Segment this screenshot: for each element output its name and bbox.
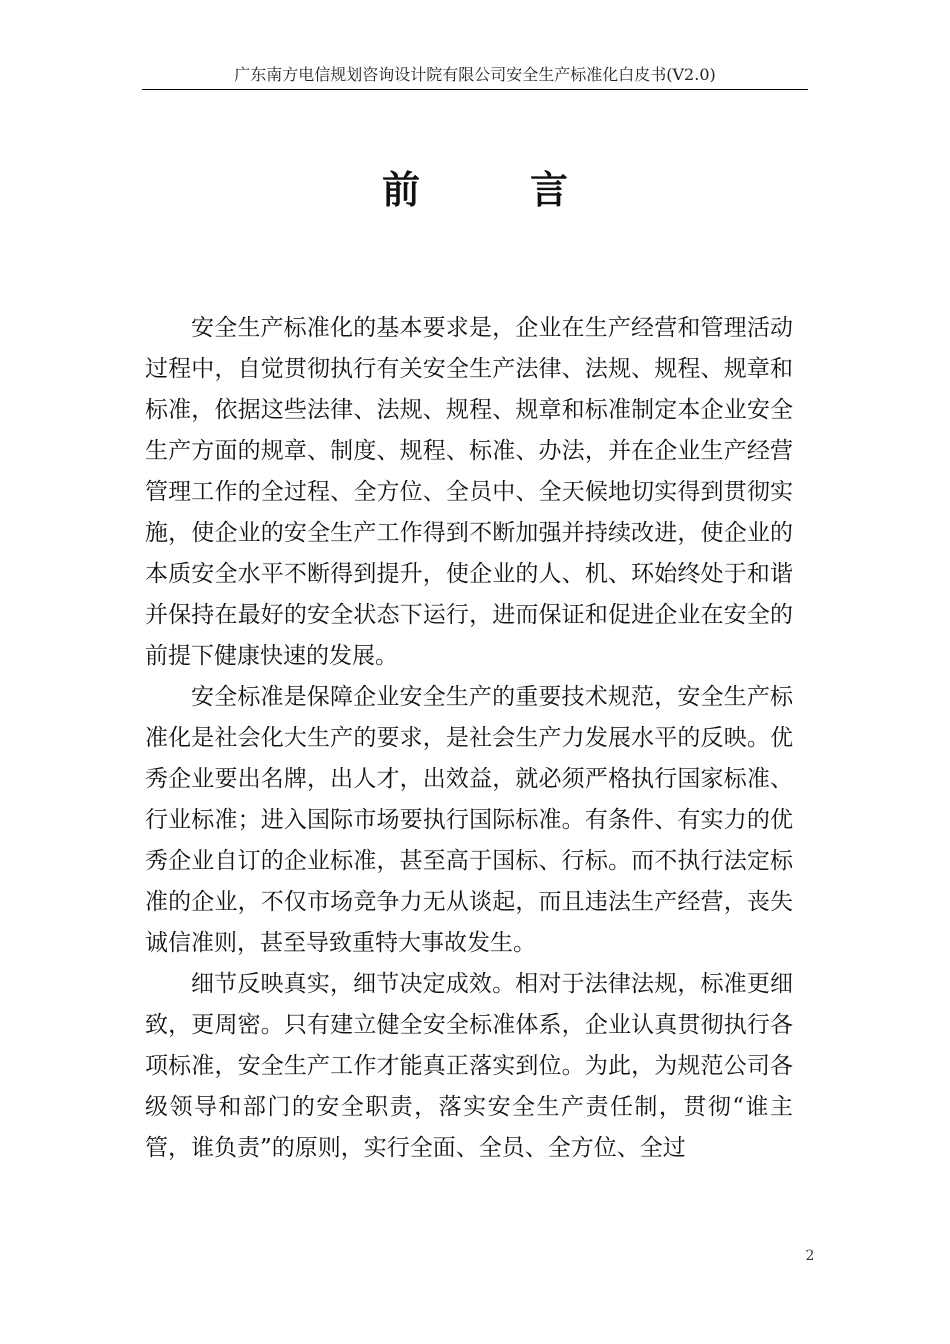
- header-divider: [142, 89, 808, 90]
- title-char-2: 言: [530, 167, 569, 212]
- title-char-1: 前: [381, 167, 420, 212]
- page-number: 2: [805, 1248, 815, 1264]
- running-header: 广东南方电信规划咨询设计院有限公司安全生产标准化白皮书(V2.0): [234, 65, 716, 84]
- paragraph-1: 安全生产标准化的基本要求是，企业在生产经营和管理活动过程中，自觉贯彻执行有关安全生产法律、法规、规程、规章和标准，依据这些法律、法规、规程、规章和标准制定本企业安全生产方面的规章、制度、规程、标准、办法，并在企业生产经营管理工作的全过程、全方位、全员中、全天候地切实得到贯彻实施，使企业的安全生产工作得到不断加强并持续改进，使企业的本质安全水平不断得到提升，使企业的人、机、环始终处于和谐并保持在最好的安全状态下运行，进而保证和促进企业在安全的前提下健康快速的发展。: [145, 315, 793, 669]
- body-text: [145, 308, 793, 1169]
- page-title: [0, 166, 950, 214]
- paragraph-3: 细节反映真实，细节决定成效。相对于法律法规，标准更细致，更周密。只有建立健全安全标准体系，企业认真贯彻执行各项标准，安全生产工作才能真正落实到位。为此，为规范公司各级领导和部门的安全职责，落实安全生产责任制，贯彻“谁主管，谁负责”的原则，实行全面、全员、全方位、全过: [145, 971, 793, 1161]
- paragraph-2: 安全标准是保障企业安全生产的重要技术规范，安全生产标准化是社会化大生产的要求，是社会生产力发展水平的反映。优秀企业要出名牌，出人才，出效益，就必须严格执行国家标准、行业标准；进入国际市场要执行国际标准。有条件、有实力的优秀企业自订的企业标准，甚至高于国标、行标。而不执行法定标准的企业，不仅市场竞争力无从谈起，而且违法生产经营，丧失诚信准则，甚至导致重特大事故发生。: [145, 684, 793, 956]
